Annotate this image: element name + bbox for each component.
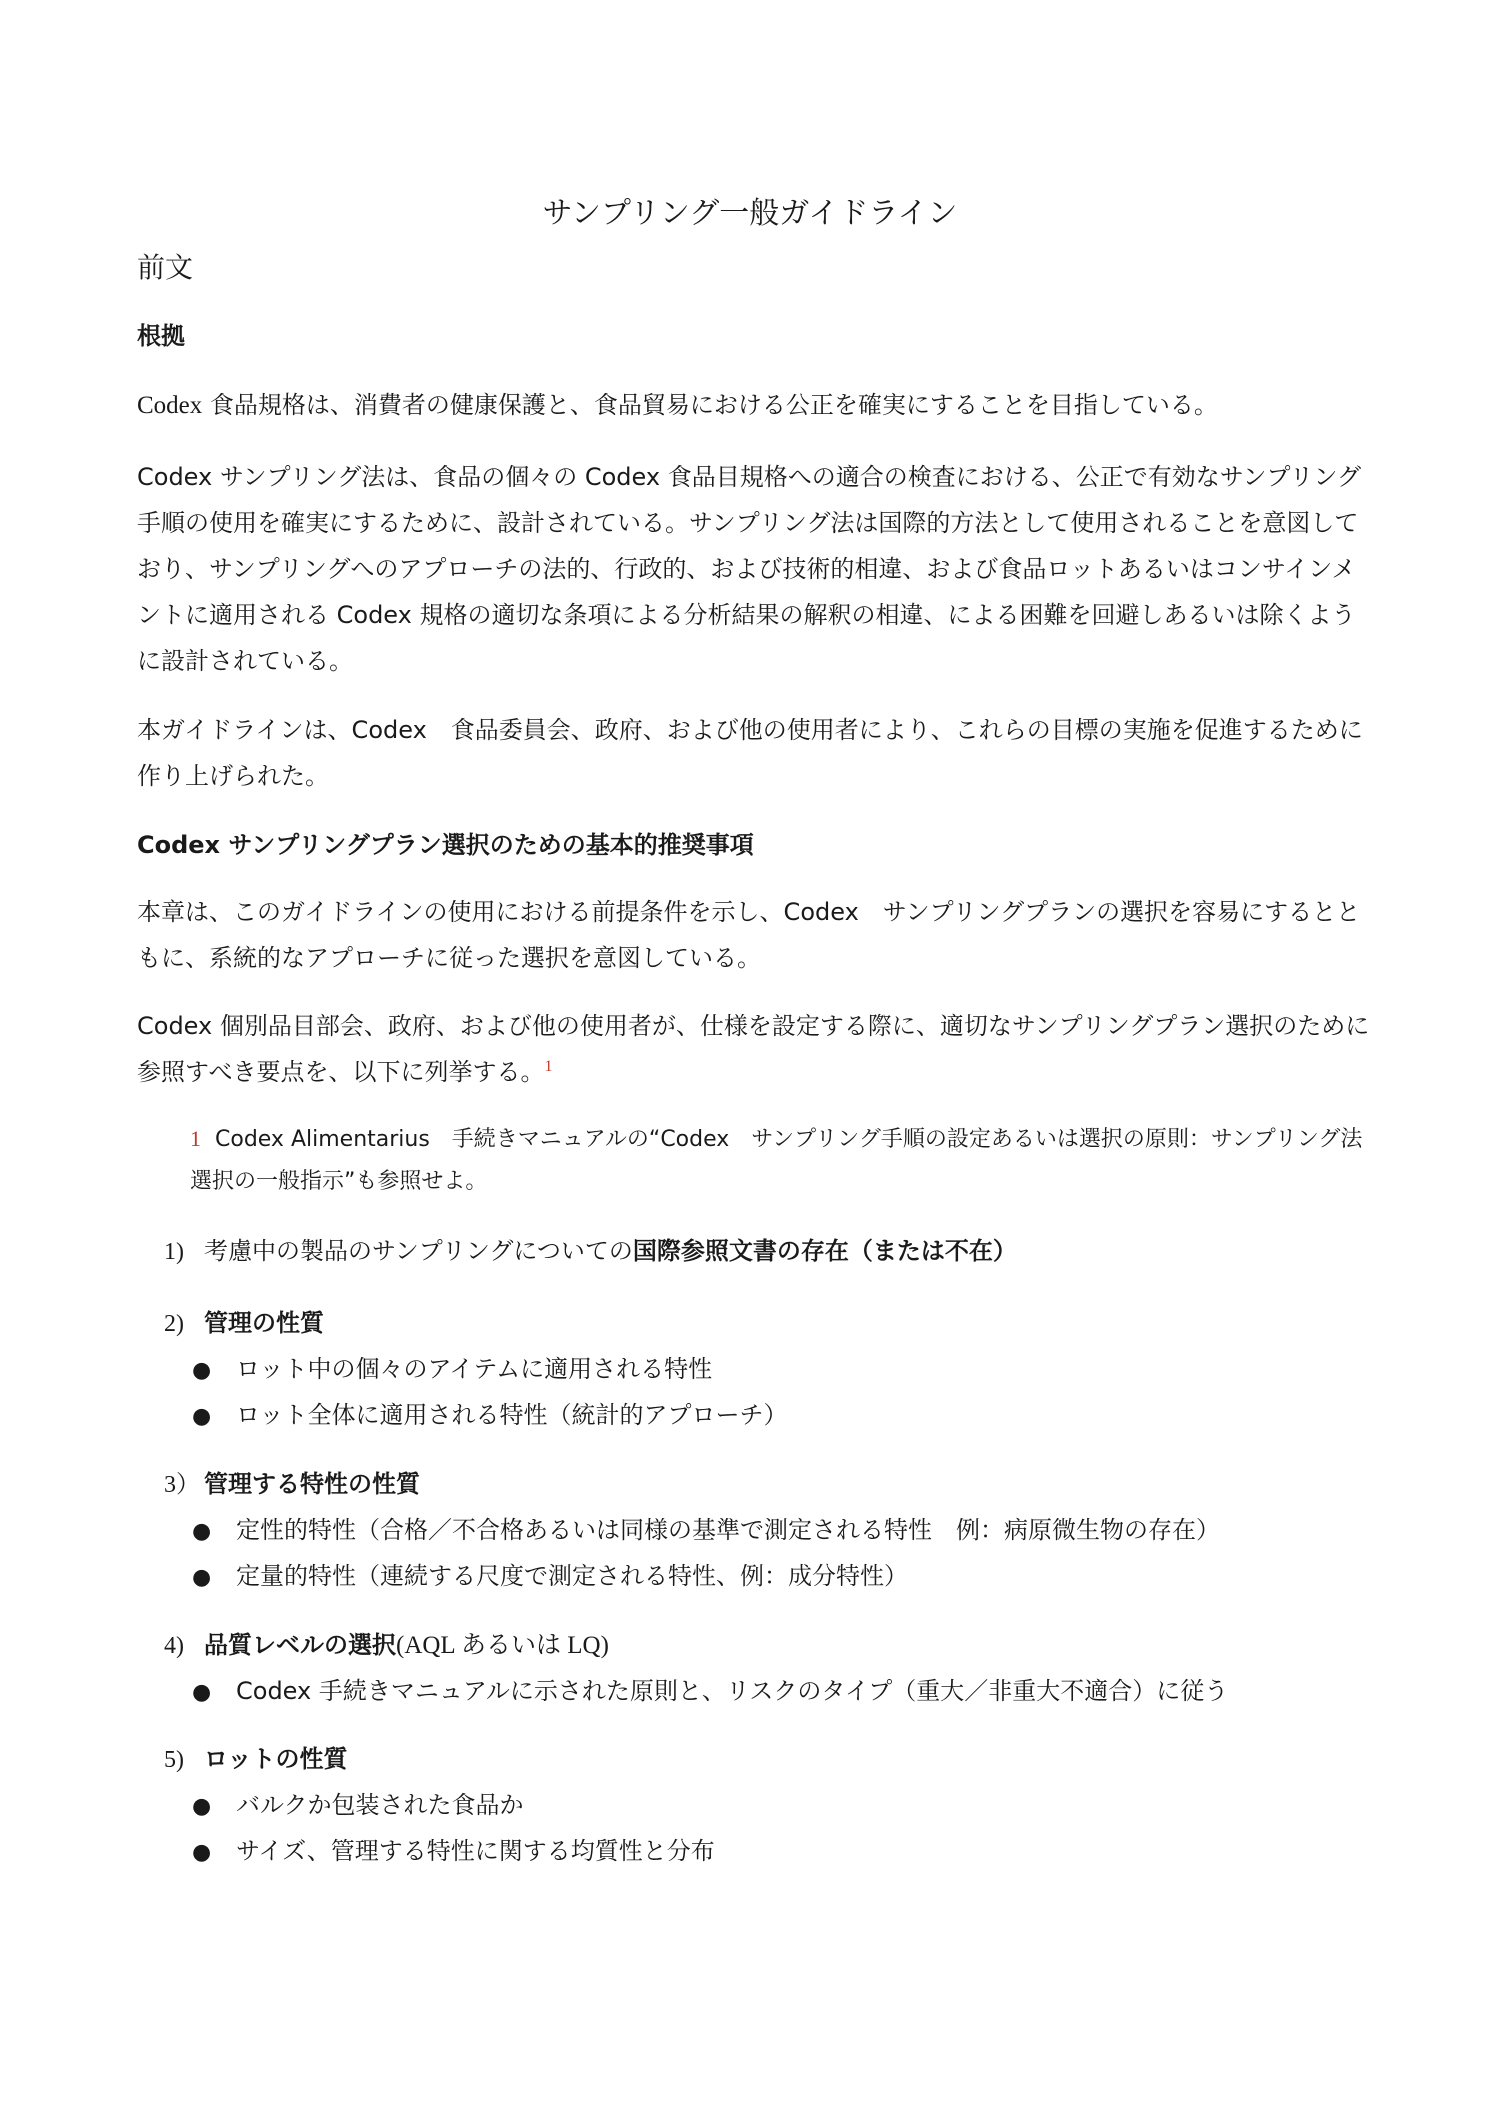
bullet-text: ロット全体に適用される特性（統計的アプローチ）: [236, 1401, 788, 1429]
footnote-number: 1: [190, 1126, 201, 1151]
list-item-text: 考慮中の製品のサンプリングについての: [204, 1237, 633, 1265]
list-item-bold-text: 管理の性質: [204, 1309, 324, 1337]
paragraph-latin-word: Codex: [137, 392, 203, 419]
paragraph-recommendations-2: [137, 1003, 1377, 1095]
page-title: サンプリング一般ガイドライン: [542, 196, 958, 231]
list-item-number: 4): [164, 1633, 184, 1659]
bullet-text: 定性的特性（合格／不合格あるいは同様の基準で測定される特性 例：病原微生物の存在）: [236, 1516, 1220, 1544]
bullet-icon: ●: [192, 1794, 212, 1819]
bullet-item: [192, 1351, 712, 1389]
bullet-text: ロット中の個々のアイテムに適用される特性: [236, 1355, 713, 1383]
list-item-4: [164, 1627, 609, 1664]
bullet-item: [192, 1673, 1228, 1711]
preface-label: 前文: [137, 251, 194, 284]
list-item-bold-text: 管理する特性の性質: [204, 1470, 420, 1498]
bullet-item: [192, 1558, 908, 1596]
section-heading-basis: 根拠: [137, 322, 185, 350]
list-item-number: 2): [164, 1311, 184, 1337]
bullet-icon: ●: [192, 1840, 212, 1865]
list-item-bold-text: 品質レベルの選択: [204, 1631, 396, 1659]
list-item-tail-text: (AQL あるいは LQ): [396, 1632, 609, 1659]
paragraph-basis-2: Codex サンプリング法は、食品の個々の Codex 食品目規格への適合の検査における、公正で有効なサンプリング手順の使用を確実にするために、設計されている。サンプリング法は国際的方法として使用されることを意図しており、サンプリングへのアプローチの法的、行政的、および技術的相違、および食品ロットあるいはコンサインメントに適用される Codex 規格の適切な条項による分析結果の解釈の相違、による困難を回避しあるいは除くように設計されている。: [137, 463, 1362, 675]
bullet-item: [192, 1397, 788, 1435]
footnote-text: Codex Alimentarius 手続きマニュアルの“Codex サンプリング手順の設定あるいは選択の原則：サンプリング法選択の一般指示”も参照せよ。: [190, 1127, 1363, 1194]
list-item-number: 3）: [164, 1472, 200, 1498]
bullet-text: バルクか包装された食品か: [236, 1791, 524, 1819]
bullet-icon: ●: [192, 1519, 212, 1544]
list-item-2: [164, 1305, 324, 1342]
bullet-item: [192, 1512, 1220, 1550]
bullet-text: サイズ、管理する特性に関する均質性と分布: [236, 1837, 715, 1865]
footnote-reference[interactable]: 1: [544, 1058, 553, 1075]
bullet-text: Codex 手続きマニュアルに示された原則と、リスクのタイプ（重大／非重大不適合）に従う: [236, 1677, 1229, 1705]
bullet-item: [192, 1787, 524, 1825]
paragraph-basis-1: [137, 382, 1377, 429]
bullet-icon: ●: [192, 1358, 212, 1383]
bullet-text: 定量的特性（連続する尺度で測定される特性、例：成分特性）: [236, 1562, 908, 1590]
list-item-number: 5): [164, 1747, 184, 1773]
paragraph-basis-3: 本ガイドラインは、Codex 食品委員会、政府、および他の使用者により、これらの目標の実施を促進するために作り上げられた。: [137, 716, 1363, 790]
paragraph-text: 食品規格は、消費者の健康保護と、食品貿易における公正を確実にすることを目指している。: [202, 391, 1218, 419]
bullet-icon: ●: [192, 1680, 212, 1705]
paragraph-text: Codex 個別品目部会、政府、および他の使用者が、仕様を設定する際に、適切なサンプリングプラン選択のために参照すべき要点を、以下に列挙する。: [137, 1012, 1370, 1086]
section-heading-recommendations: Codex サンプリングプラン選択のための基本的推奨事項: [137, 831, 754, 859]
list-item-3: [164, 1466, 420, 1503]
bullet-icon: ●: [192, 1404, 212, 1429]
paragraph-recommendations-1: 本章は、このガイドラインの使用における前提条件を示し、Codex サンプリングプランの選択を容易にするとともに、系統的なアプローチに従った選択を意図している。: [137, 898, 1361, 972]
list-item-bold-text: 国際参照文書の存在（または不在）: [632, 1237, 1017, 1265]
bullet-icon: ●: [192, 1565, 212, 1590]
footnote: [190, 1118, 1377, 1203]
list-item-number: 1): [164, 1239, 184, 1265]
list-item-bold-text: ロットの性質: [204, 1745, 348, 1773]
bullet-item: [192, 1833, 715, 1871]
list-item-5: [164, 1741, 348, 1778]
list-item-1: [164, 1233, 1017, 1270]
